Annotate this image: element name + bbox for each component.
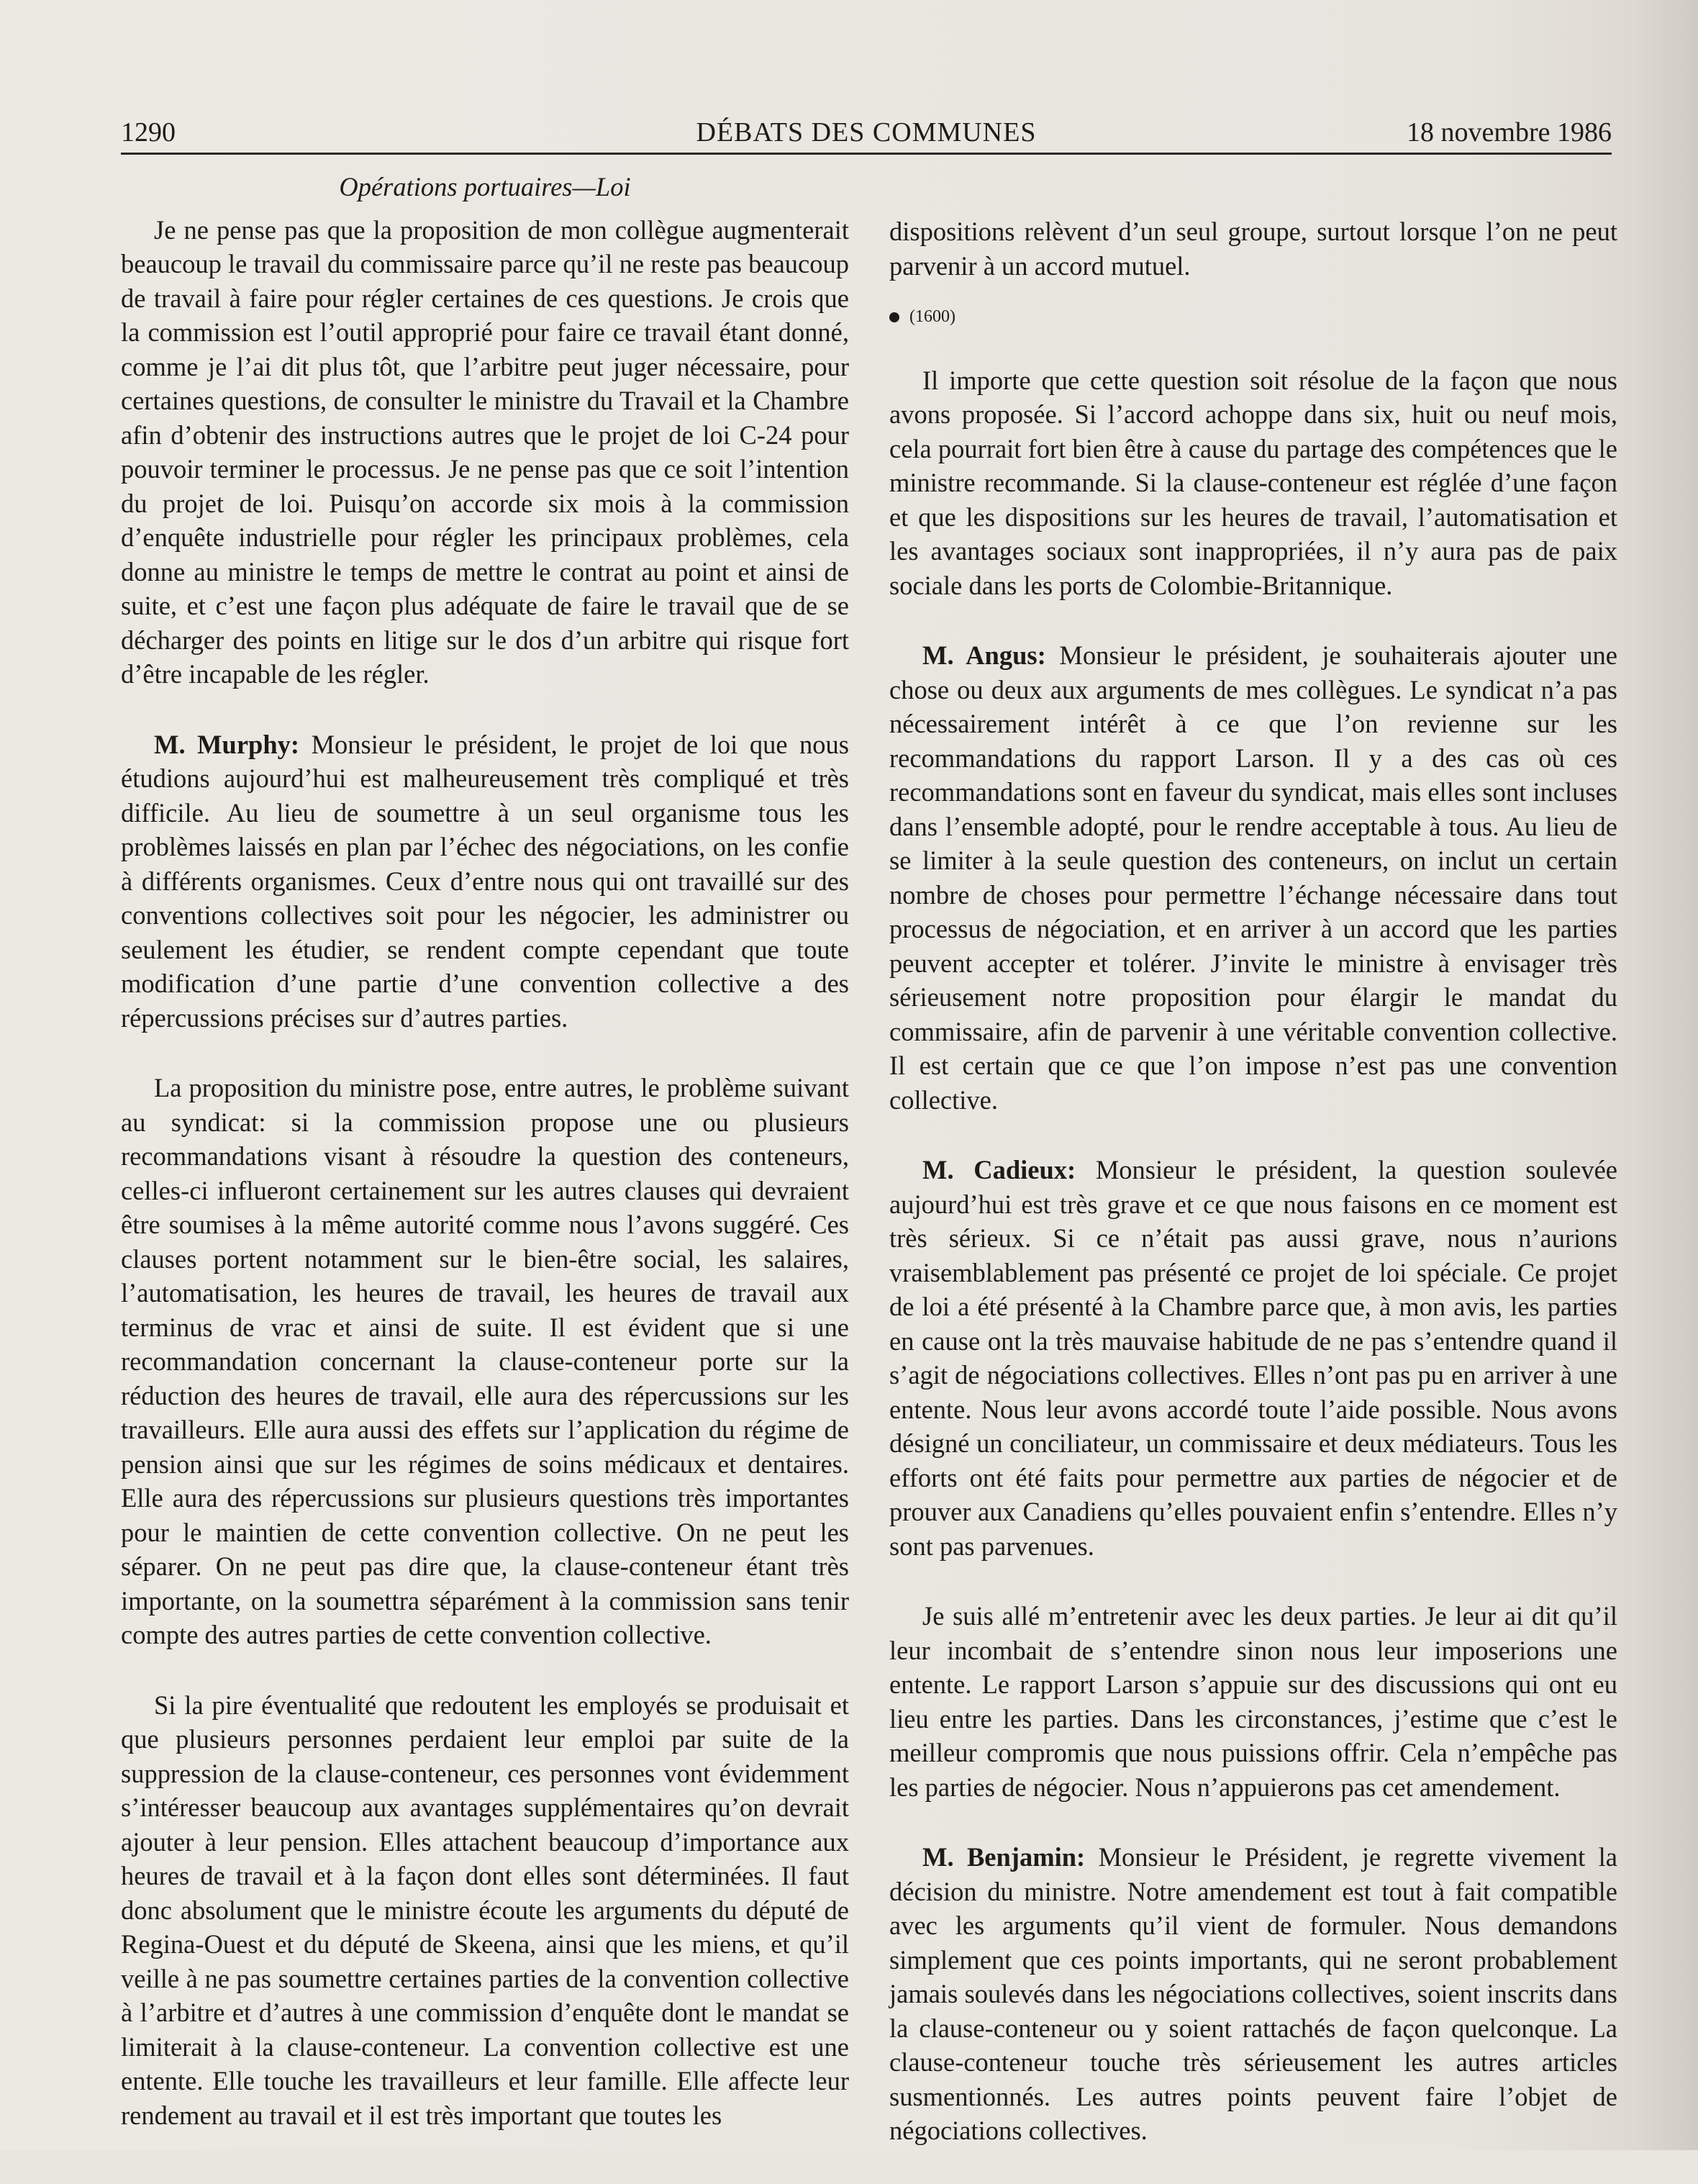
speech-paragraph xyxy=(889,1840,1617,2148)
journal-title: DÉBATS DES COMMUNES xyxy=(696,117,1037,148)
speech-paragraph xyxy=(121,728,849,1036)
speech-text: Monsieur le président, la question soulevée aujourd’hui est très grave et ce que nous faisons en ce moment est très sérieux. Si ce n’était pas aussi grave, nous n’aurions vraisemblablement pas présenté ce projet de loi spéciale. Ce projet de loi a été présenté à la Chambre parce que, à mon avis, les parties en cause ont la très mauvaise habitude de ne pas s’entendre quand il s’agit de négociations collectives. Elles n’ont pas pu en arriver à une entente. Nous leur avons accordé toute l’aide possible. Nous avons désigné un conciliateur, un commissaire et deux médiateurs. Tous les efforts ont été faits pour permettre aux parties de négocier et de prouver aux Canadiens qu’elles pouvaient enfin s’entendre. Elles n’y sont pas parvenues. xyxy=(889,1155,1617,1561)
speech-text: Monsieur le président, je souhaiterais ajouter une chose ou deux aux arguments de mes collègues. Le syndicat n’a pas nécessairement intérêt à ce que l’on revienne sur les recommandations du rapport Larson. Il y a des cas où ces recommandations sont en faveur du syndicat, mais elles sont incluses dans l’ensemble adopté, pour le rendre acceptable à tous. Au lieu de se limiter à la seule question des conteneurs, on inclut un certain nombre de choses pour permettre l’échange nécessaire dans tout processus de négociation, et en arriver à un accord que les parties peuvent accepter et tolérer. J’invite le ministre à envisager très sérieusement notre proposition pour élargir le mandat du commissaire, afin de parvenir à une véritable convention collective. Il est certain que ce que l’on impose n’est pas une convention collective. xyxy=(889,640,1617,1115)
paragraph: Il importe que cette question soit résolue de la façon que nous avons proposée. Si l’accord achoppe dans six, huit ou neuf mois, cela pourrait fort bien être à cause du partage des compétences que le ministre recommande. Si la clause-conteneur est réglée d’une façon et que les dispositions sur les heures de travail, l’automatisation et les avantages sociaux sont inappropriées, il n’y aura pas de paix sociale dans les ports de Colombie-Britannique. xyxy=(889,365,1617,600)
right-column xyxy=(889,214,1617,2184)
left-column xyxy=(121,170,849,2168)
bullet-icon xyxy=(889,312,899,322)
speaker-name: M. Angus: xyxy=(922,640,1046,670)
speaker-name: M. Cadieux: xyxy=(922,1155,1076,1184)
time-marker-label: (1600) xyxy=(909,307,955,326)
speech-paragraph xyxy=(889,1153,1617,1563)
paragraph: Si la pire éventualité que redoutent les employés se produisait et que plusieurs personnes perdaient leur emploi par suite de la suppression de la clause-conteneur, ces personnes vont évidemment s’intéresser beaucoup aux avantages supplémentaires qu’on devrait ajouter à leur pension. Elles attachent beaucoup d’importance aux heures de travail et à la façon dont elles sont déterminées. Il faut donc absolument que le ministre écoute les arguments du député de Regina-Ouest et du député de Skeena, ainsi que les miens, et qu’il veille à ne pas soumettre certaines parties de la convention collective à l’arbitre et d’autres à une commission d’enquête dont le mandat se limiterait à la clause-conteneur. La convention collective est une entente. Elle touche les travailleurs et leur famille. Elle affecte leur rendement au travail et il est très important que toutes les xyxy=(121,1690,849,2130)
speaker-name: M. Murphy: xyxy=(154,729,300,759)
subject-heading: Opérations portuaires—Loi xyxy=(339,172,631,201)
paragraph: Je suis allé m’entretenir avec les deux parties. Je leur ai dit qu’il leur incombait de s’entendre sinon nous leur imposerions une entente. Le rapport Larson s’appuie sur des discussions qui ont eu lieu entre les parties. Dans les circonstances, j’estime que c’est le meilleur compromis que nous puissions offrir. Cela n’empêche pas les parties de négocier. Nous n’appuierons pas cet amendement. xyxy=(889,1601,1617,1802)
paragraph: Je ne pense pas que la proposition de mon collègue augmenterait beaucoup le travail du commissaire parce qu’il ne reste pas beaucoup de travail à faire pour régler certaines de ces questions. Je crois que la commission est l’outil approprié pour faire ce travail étant donné, comme je l’ai dit plus tôt, que l’arbitre peut juger nécessaire, pour certaines questions, de consulter le ministre du Travail et la Chambre afin d’obtenir des instructions autres que le projet de loi C-24 pour pouvoir terminer le processus. Je ne pense pas que ce soit l’intention du projet de loi. Puisqu’on accorde six mois à la commission d’enquête industrielle pour régler les principaux problèmes, cela donne au ministre le temps de mettre le contrat au point et ainsi de suite, et c’est une façon plus adéquate de faire le travail que de se décharger des points en litige sur le dos d’un arbitre qui risque fort d’être incapable de les régler. xyxy=(121,214,849,689)
page-number: 1290 xyxy=(121,117,176,148)
speaker-name: M. Benjamin: xyxy=(922,1842,1086,1872)
paragraph: dispositions relèvent d’un seul groupe, surtout lorsque l’on ne peut parvenir à un accord mutuel. xyxy=(889,217,1617,281)
header-date: 18 novembre 1986 xyxy=(1407,117,1612,148)
time-marker xyxy=(889,300,1617,335)
speech-text: Monsieur le Président, je regrette vivement la décision du ministre. Notre amendement est tout à fait compatible avec les arguments qu’il vient de formuler. Nous demandons simplement que ces points importants, qui ne seront probablement jamais soulevés dans les négociations collectives, soient inscrits dans la clause-conteneur ou y soient rattachés de façon quelconque. La clause-conteneur touche très sérieusement les autres articles susmentionnés. Les autres points peuvent faire l’objet de négociations collectives. xyxy=(889,1842,1617,2145)
page-header xyxy=(121,109,1612,155)
paragraph: La proposition du ministre pose, entre autres, le problème suivant au syndicat: si la commission propose une ou plusieurs recommandations visant à résoudre la question des conteneurs, celles-ci influeront certainement sur les autres clauses qui devraient être soumises à la même autorité comme nous l’avons suggéré. Ces clauses portent notamment sur le bien-être social, les salaires, l’automatisation, les heures de travail, les heures de travail aux terminus de vrac et ainsi de suite. Il est évident que si une recommandation concernant la clause-conteneur porte sur la réduction des heures de travail, elle aura des répercussions sur les travailleurs. Elle aura aussi des effets sur l’application du régime de pension ainsi que sur les régimes de soins médicaux et dentaires. Elle aura des répercussions sur plusieurs questions très importantes pour le maintien de cette convention collective. On ne peut les séparer. On ne peut pas dire que, la clause-conteneur étant très importante, on la soumettra séparément à la commission sans tenir compte des autres parties de cette convention collective. xyxy=(121,1073,849,1649)
speech-text: Monsieur le président, le projet de loi que nous étudions aujourd’hui est malheureusement très compliqué et très difficile. Au lieu de soumettre à un seul organisme tous les problèmes laissés en plan par l’échec des négociations, on les confie à différents organismes. Ceux d’entre nous qui ont travaillé sur des conventions collectives soit pour les négocier, les administrer ou seulement les étudier, se rendent compte cependant que toute modification d’une partie d’une convention collective a des répercussions précises sur d’autres parties. xyxy=(121,729,850,1033)
speech-paragraph xyxy=(889,638,1617,1117)
